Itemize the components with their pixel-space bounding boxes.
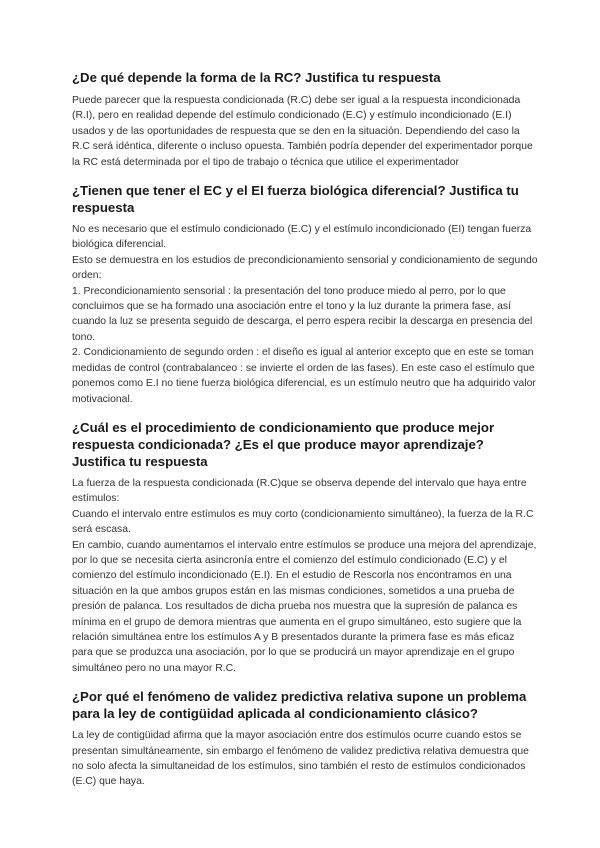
section-heading: ¿Cuál es el procedimiento de condicionamiento que produce mejor respuesta condicionada? ¿Es el que produce mayor aprendizaje? Justifica tu respuesta [72,419,495,469]
section-heading: ¿Por qué el fenómeno de validez predictiva relativa supone un problema para la ley de contigüidad aplicada al condicionamiento clásico? [72,689,527,722]
section-fuerza-biologica [72,182,538,407]
section-forma-rc [72,69,538,170]
paragraph: 1. Precondicionamiento sensorial : la presentación del tono produce miedo al perro, por lo que concluimos que se ha formado una asociación entre el tono y la luz durante la primera fase, así cuando la luz se presenta seguido de descarga, el perro espera recibir la descarga en presencia del tono. [72,285,533,343]
paragraph: Cuando el intervalo entre estímulos es muy corto (condicionamiento simultáneo), la fuerza de la R.C será escasa. [72,508,534,536]
section-heading: ¿De qué depende la forma de la RC? Justifica tu respuesta [72,70,441,85]
section-procedimiento-condicionamiento [72,419,538,676]
paragraph: En cambio, cuando aumentamos el intervalo entre estímulos se produce una mejora del aprendizaje, por lo que se necesita cierta asincronía entre el comienzo del estímulo condicionado (E.C) y el comienzo del estímulo incondicionado (E.I). En el estudio de Rescorla nos encontramos en una situación en la que ambos grupos están en las mismas condiciones, sometidos a una prueba de presión de palanca. Los resultados de dicha prueba nos muestra que la supresión de palanca es mínima en el grupo de demora mientras que aumenta en el grupo simultáneo, esto sugiere que la relación simultánea entre los estímulos A y B presentados durante la primera fase es más eficaz para que se produzca una asociación, por lo que se producirá un mayor aprendizaje en el grupo simultáneo pero no una mayor R.C. [72,539,537,674]
paragraph: La fuerza de la respuesta condicionada (R.C)que se observa depende del intervalo que haya entre estímulos: [72,477,527,505]
paragraph: 2. Condicionamiento de segundo orden : el diseño es igual al anterior excepto que en este se toman medidas de control (contrabalanceo : se invierte el orden de las fases). En este caso el estímulo que ponemos como E.I no tiene fuerza biológica diferencial, es un estímulo neutro que ha adquirido valor motivacional. [72,347,536,405]
section-heading: ¿Tienen que tener el EC y el EI fuerza biológica diferencial? Justifica tu respuesta [72,183,519,216]
paragraph: Esto se demuestra en los estudios de precondicionamiento sensorial y condicionamiento de segundo orden: [72,254,538,282]
paragraph: La ley de contigüidad afirma que la mayor asociación entre dos estímulos ocurre cuando estos se presentan simultáneamente, sin embargo el fenómeno de validez predictiva relativa demuestra que no solo afecta la simultaneidad de los estímulos, sino también el resto de estímulos condicionados (E.C) que haya. [72,730,529,788]
paragraph: Puede parecer que la respuesta condicionada (R.C) debe ser igual a la respuesta incondicionada (R.I), pero en realidad depende del estímulo condicionado (E.C) y estímulo incondicionado (E.I) usados y de las oportunidades de respuesta que se den en la situación. Dependiendo del caso la R.C será idéntica, diferente o incluso opuesta. También podría depender del experimentador porque la RC está determinada por el tipo de trabajo o técnica que utilice el experimentador [72,95,533,168]
paragraph: No es necesario que el estímulo condicionado (E.C) y el estímulo incondicionado (EI) tengan fuerza biológica diferencial. [72,224,532,251]
section-validez-predictiva [72,688,538,790]
